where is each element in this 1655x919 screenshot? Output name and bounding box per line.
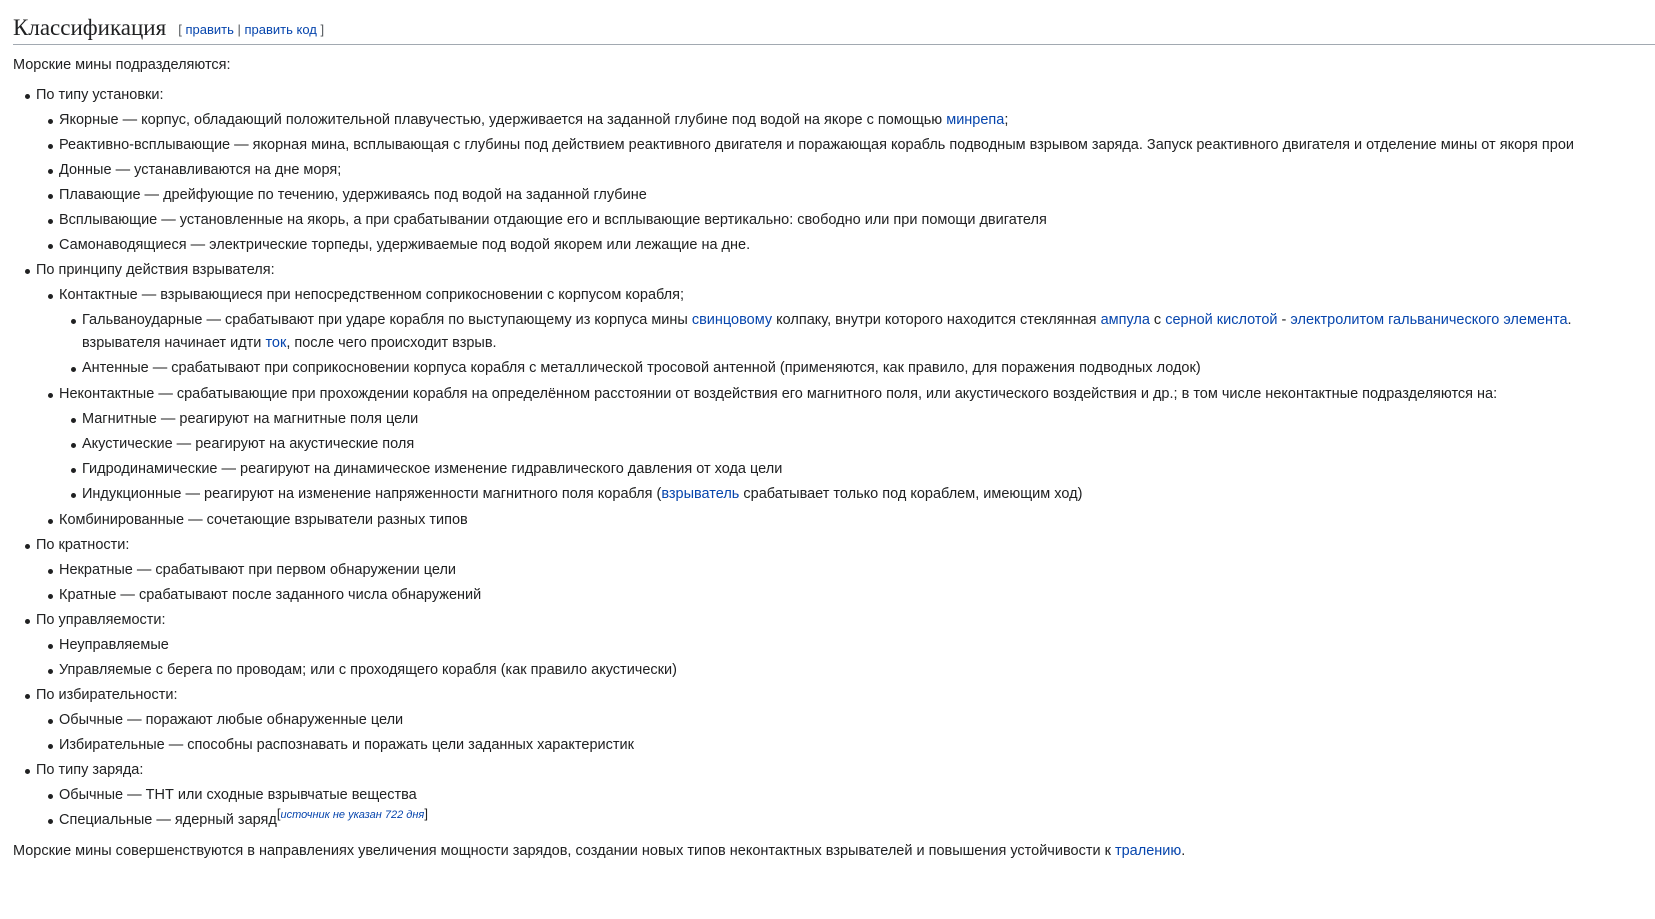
ampoule-link[interactable]: ампула bbox=[1100, 312, 1150, 328]
list-item: Комбинированные — сочетающие взрыватели разных типов bbox=[59, 509, 1655, 531]
list-item: Избирательные — способны распознавать и поражать цели заданных характеристик bbox=[59, 734, 1655, 756]
selectivity-list bbox=[59, 709, 1655, 756]
citation-needed: [источник не указан 722 дня] bbox=[276, 806, 428, 821]
article-section bbox=[13, 0, 1655, 862]
lead-link[interactable]: свинцовому bbox=[691, 312, 773, 328]
list-item: Акустические — реагируют на акустические поля bbox=[82, 433, 1655, 456]
list-item: Антенные — срабатывают при соприкосновении корпуса корабля с металлической тросовой антенной (применяются, как правило, для поражения подводных лодок) bbox=[82, 357, 1655, 380]
list-item: Некратные — срабатывают при первом обнаружении цели bbox=[59, 559, 1655, 581]
list-item-charge-type: По типу заряда: Обычные — ТНТ или сходные взрывчатые вещества Специальные — ядерный заряд[источник не указан 722 дня] bbox=[36, 759, 1655, 831]
list-item: Реактивно-всплывающие — якорная мина, всплывающая с глубины под действием реактивного двигателя и поражающая корабль подводным взрывом заряда. Запуск реактивного двигателя и отделение мины от якоря прои bbox=[59, 134, 1655, 156]
list-item: Специальные — ядерный заряд[источник не указан 722 дня] bbox=[59, 809, 1655, 831]
list-item: Кратные — срабатывают после заданного числа обнаружений bbox=[59, 584, 1655, 606]
list-item-install-type: По типу установки: Якорные — корпус, обладающий положительной плавучестью, удерживается на заданной глубине под водой на якоре с помощью минрепа; Реактивно-всплывающие — якорная мина, всплывающая с глубины под действием реактивного двигателя и поражающая корабль подводным взрывом заряда. Запуск реактивного двигателя и отделение мины от якоря прои Донные — устанавливаются на дне моря; Плавающие — дрейфующие по течению, удерживаясь под водой на заданной глубине Всплывающие — установленные на якорь, а при срабатывании отдающие его и всплывающие вертикально: свободно или при помощи двигателя Самонаводящиеся — электрические торпеды, удерживаемые под водой якорем или лежащие на дне. bbox=[36, 84, 1655, 256]
fuze-principle-list bbox=[59, 284, 1655, 531]
list-item: Обычные — поражают любые обнаруженные цели bbox=[59, 709, 1655, 731]
install-type-list bbox=[59, 109, 1655, 256]
section-heading bbox=[13, 0, 1655, 45]
trawling-link[interactable]: тралению bbox=[1114, 843, 1182, 859]
sulfuric-acid-link[interactable]: серной кислотой bbox=[1165, 312, 1278, 328]
section-title: Классификация bbox=[13, 15, 167, 40]
conclusion-paragraph: Морские мины совершенствуются в направлениях увеличения мощности зарядов, создании новых типов неконтактных взрывателей и повышения устойчивости к тралению. bbox=[13, 843, 1186, 859]
list-item: Контактные — взрывающиеся при непосредственном соприкосновении с корпусом корабля; Гальваноударные — срабатывают при ударе корабля по выступающему из корпуса мины свинцовому колпаку, внутри которого находится стеклянная ампула с серной кислотой - электролитом гальванического элемента. взрывателя начинает идти ток, после чего происходит взрыв. Антенные — срабатывают при соприкосновении корпуса корабля с металлической тросовой антенной (применяются, как правило, для поражения подводных лодок) bbox=[59, 284, 1655, 380]
list-item-controllability: По управляемости: Неуправляемые Управляемые с берега по проводам; или с проходящего корабля (как правило акустически) bbox=[36, 609, 1655, 681]
galvanic-electrolyte-link[interactable]: электролитом гальванического элемента bbox=[1290, 312, 1568, 328]
list-item: Самонаводящиеся — электрические торпеды, удерживаемые под водой якорем или лежащие на дне. bbox=[59, 234, 1655, 256]
list-item: Неуправляемые bbox=[59, 634, 1655, 656]
controllability-list bbox=[59, 634, 1655, 681]
edit-code-link[interactable]: править код bbox=[244, 22, 317, 37]
charge-type-list bbox=[59, 784, 1655, 831]
list-item: Якорные — корпус, обладающий положительной плавучестью, удерживается на заданной глубине под водой на якоре с помощью минрепа; bbox=[59, 109, 1655, 131]
list-item: Обычные — ТНТ или сходные взрывчатые вещества bbox=[59, 784, 1655, 806]
edit-section-links: [ править | править код ] bbox=[178, 22, 325, 37]
fuze-link[interactable]: взрыватель bbox=[661, 486, 740, 502]
intro-paragraph: Морские мины подразделяются: bbox=[13, 57, 231, 73]
list-item bbox=[82, 309, 1655, 355]
citation-needed-link[interactable]: источник не указан 722 дня bbox=[280, 809, 425, 821]
list-item: Плавающие — дрейфующие по течению, удерживаясь под водой на заданной глубине bbox=[59, 184, 1655, 206]
list-item-multiplicity: По кратности: Некратные — срабатывают при первом обнаружении цели Кратные — срабатывают после заданного числа обнаружений bbox=[36, 534, 1655, 606]
minrep-link[interactable]: минрепа bbox=[946, 112, 1005, 128]
current-link[interactable]: ток bbox=[265, 335, 287, 351]
list-item: Всплывающие — установленные на якорь, а при срабатывании отдающие его и всплывающие вертикально: свободно или при помощи двигателя bbox=[59, 209, 1655, 231]
list-item: Донные — устанавливаются на дне моря; bbox=[59, 159, 1655, 181]
galvanic-line-1: Гальваноударные — срабатывают при ударе корабля по выступающему из корпуса мины свинцовому колпаку, внутри которого находится стеклянная ампула с серной кислотой - электролитом гальванического элемента. bbox=[82, 312, 1572, 328]
list-item: Неконтактные — срабатывающие при прохождении корабля на определённом расстоянии от воздействия его магнитного поля, или акустического воздействия и др.; в том числе неконтактные подразделяются на: Магнитные — реагируют на магнитные поля цели Акустические — реагируют на акустические поля Гидродинамические — реагируют на динамическое изменение гидравлического давления от хода цели Индукционные — реагируют на изменение напряженности магнитного поля корабля (взрыватель срабатывает только под кораблем, имеющим ход) bbox=[59, 383, 1655, 506]
list-item: Магнитные — реагируют на магнитные поля цели bbox=[82, 408, 1655, 431]
list-item: Управляемые с берега по проводам; или с проходящего корабля (как правило акустически) bbox=[59, 659, 1655, 681]
edit-link[interactable]: править bbox=[185, 22, 234, 37]
list-item: Индукционные — реагируют на изменение напряженности магнитного поля корабля (взрыватель срабатывает только под кораблем, имеющим ход) bbox=[82, 483, 1655, 506]
classification-list bbox=[36, 84, 1655, 831]
galvanic-line-2: взрывателя начинает идти ток, после чего происходит взрыв. bbox=[82, 335, 497, 351]
noncontact-list bbox=[82, 408, 1655, 506]
list-item: Гидродинамические — реагируют на динамическое изменение гидравлического давления от хода цели bbox=[82, 458, 1655, 481]
list-item-fuze-principle: По принципу действия взрывателя: Контактные — взрывающиеся при непосредственном соприкосновении с корпусом корабля; Гальваноударные — срабатывают при ударе корабля по выступающему из корпуса мины свинцовому колпаку, внутри которого находится стеклянная ампула с серной кислотой - электролитом гальванического элемента. взрывателя начинает идти ток, после чего происходит взрыв. Антенные — срабатывают при соприкосновении корпуса корабля с металлической тросовой антенной (применяются, как правило, для поражения подводных лодок) Неконтактные — срабатывающие при прохождении корабля на определённом расстоянии от воздействия его магнитного поля, или акустического воздействия и др.; в том числе неконтактные подразделяются на: Магнитные — реагируют на магнитные поля цели Акустические — реагируют на акустические поля Гидродинамические — реагируют на динамическое изменение гидравлического давления от хода цели Индукционные — реагируют на изменение напряженности магнитного поля корабля (взрыватель срабатывает только под кораблем, имеющим ход) Комбинированные — сочетающие взрыватели разных типов bbox=[36, 259, 1655, 531]
contact-list bbox=[82, 309, 1655, 380]
list-item-selectivity: По избирательности: Обычные — поражают любые обнаруженные цели Избирательные — способны распознавать и поражать цели заданных характеристик bbox=[36, 684, 1655, 756]
multiplicity-list bbox=[59, 559, 1655, 606]
